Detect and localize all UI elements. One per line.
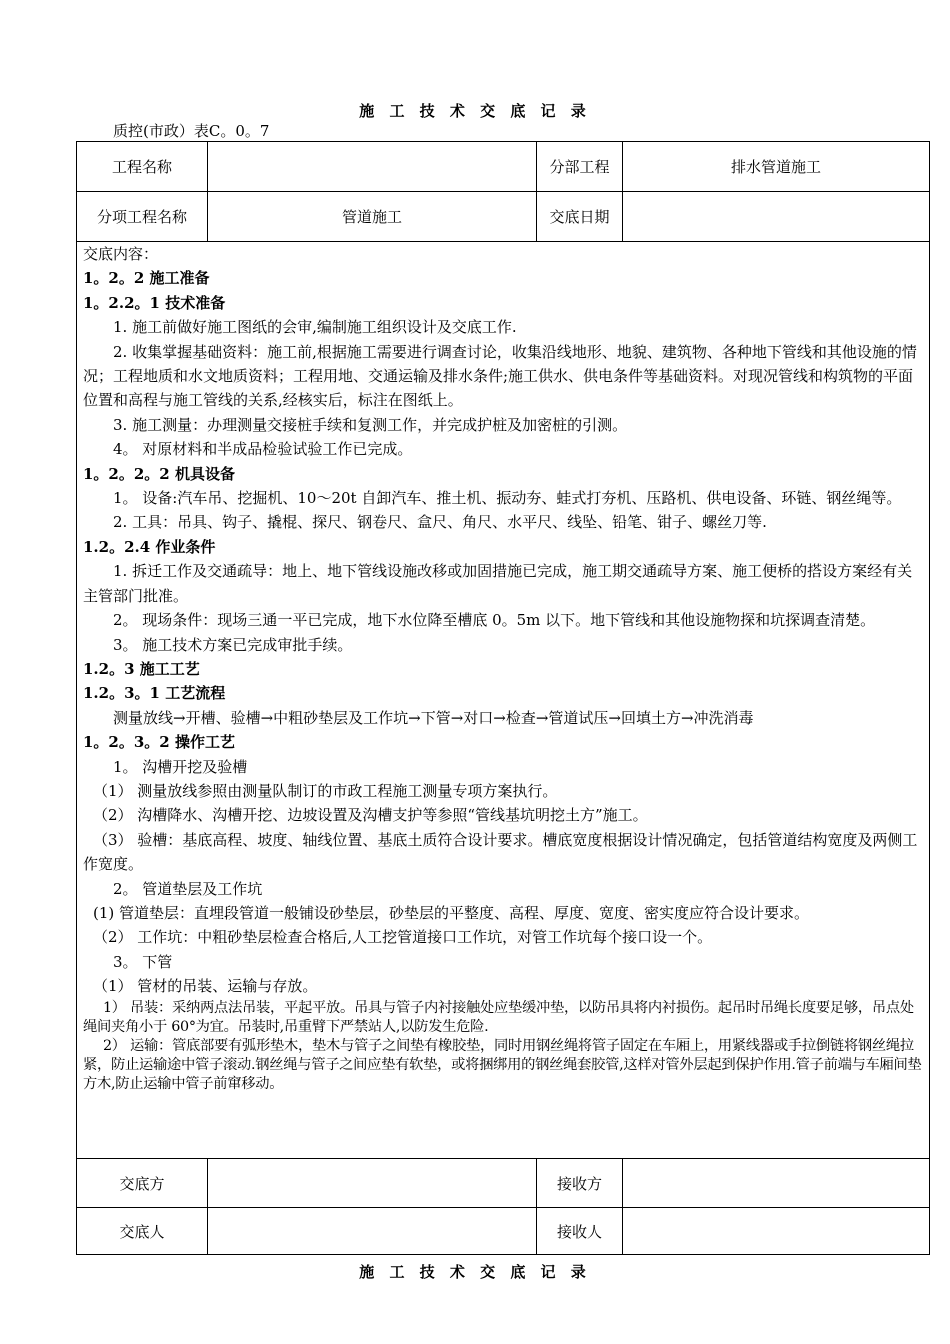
section-heading: 1。2。2。2 机具设备 <box>83 464 235 483</box>
content-paragraph: 1。 设备:汽车吊、挖掘机、10～20t 自卸汽车、推土机、振动夯、蛙式打夯机、压路机、供电设备、环链、钢丝绳等。 <box>113 489 902 508</box>
handover-person-value <box>208 1208 537 1254</box>
content-paragraph: （2） 沟槽降水、沟槽开挖、边坡设置及沟槽支护等参照“管线基坑明挖土方”施工。 <box>93 806 648 825</box>
content-paragraph: 3。 施工技术方案已完成审批手续。 <box>113 635 353 654</box>
section-heading: 1。2。2 施工准备 <box>83 269 210 288</box>
content-paragraph: 3。 下管 <box>113 952 173 971</box>
section-heading: 1。2.2。1 技术准备 <box>83 293 226 312</box>
handover-record-table <box>76 141 930 1255</box>
content-paragraph: 测量放线→开槽、验槽→中粗砂垫层及工作坑→下管→对口→检查→管道试压→回填土方→冲洗消毒 <box>113 708 754 727</box>
receiver-party-value <box>623 1159 929 1207</box>
content-paragraph: 2） 运输：管底部要有弧形垫木，垫木与管子之间垫有橡胶垫，同时用钢丝绳将管子固定在车厢上，用紧线器或手拉倒链将钢丝绳拉紧，防止运输途中管子滚动.钢丝绳与管子之间应垫有软垫，或将捆绑用的钢丝绳套胶管,这样对管外层起到保护作用.管子前端与车厢间垫方木,防止运输中管子前窜移动。 <box>83 1037 922 1092</box>
sign-row-person <box>77 1208 929 1254</box>
info-row-subitem <box>77 192 929 242</box>
division-value: 排水管道施工 <box>730 158 821 176</box>
section-heading: 1.2。3。1 工艺流程 <box>83 684 226 703</box>
content-paragraph: 2. 收集掌握基础资料：施工前,根据施工需要进行调查讨论，收集沿线地形、地貌、建筑物、各种地下管线和其他设施的情况；工程地质和水文地质资料；工程用地、交通运输及排水条件;施工供水、供电条件等基础资料。对现况管线和构筑物的平面位置和高程与施工管线的关系,经核实后，标注在图纸上。 <box>83 342 917 410</box>
page-title: 施 工 技 术 交 底 记 录 <box>359 102 591 120</box>
content-paragraph: 3. 施工测量：办理测量交接桩手续和复测工作，并完成护桩及加密桩的引测。 <box>113 415 628 434</box>
content-paragraph: （2） 工作坑：中粗砂垫层检查合格后,人工挖管道接口工作坑，对管工作坑每个接口设一个。 <box>93 928 713 947</box>
section-heading: 1.2。2.4 作业条件 <box>83 537 216 556</box>
sign-row-party <box>77 1159 929 1208</box>
content-paragraph: (1) 管道垫层：直埋段管道一般铺设砂垫层，砂垫层的平整度、高程、厚度、宽度、密实度应符合设计要求。 <box>93 903 810 922</box>
footer-title: 施 工 技 术 交 底 记 录 <box>359 1263 591 1281</box>
sub-item-label: 分项工程名称 <box>77 192 208 241</box>
project-name-label: 工程名称 <box>77 142 208 191</box>
date-value <box>623 192 929 241</box>
content-paragraph: （3） 验槽：基底高程、坡度、轴线位置、基底土质符合设计要求。槽底宽度根据设计情况确定，包括管道结构宽度及两侧工作宽度。 <box>83 830 918 874</box>
content-paragraph: （1） 管材的吊装、运输与存放。 <box>93 977 318 996</box>
content-paragraph: 交底内容： <box>83 245 159 263</box>
content-paragraph: 2。 现场条件：现场三通一平已完成，地下水位降至槽底 0。5m 以下。地下管线和其他设施物探和坑探调查清楚。 <box>113 611 876 630</box>
division-label: 分部工程 <box>537 142 623 191</box>
info-row-project <box>77 142 929 192</box>
handover-party-label: 交底方 <box>77 1159 208 1207</box>
project-name-value <box>208 142 537 191</box>
content-paragraph: 2。 管道垫层及工作坑 <box>113 879 263 898</box>
content-paragraph: 1. 施工前做好施工图纸的会审,编制施工组织设计及交底工作. <box>113 318 517 337</box>
receiver-party-label: 接收方 <box>537 1159 623 1207</box>
receiver-person-label: 接收人 <box>537 1208 623 1254</box>
content-paragraph: 1。 沟槽开挖及验槽 <box>113 757 248 776</box>
section-heading: 1.2。3 施工工艺 <box>83 659 200 678</box>
content-paragraph: 2. 工具：吊具、钩子、撬棍、探尺、钢卷尺、盒尺、角尺、水平尺、线坠、铅笔、钳子、螺丝刀等. <box>113 513 767 532</box>
content-paragraph: 4。 对原材料和半成品检验试验工作已完成。 <box>113 440 413 459</box>
content-paragraph: 1） 吊装：采纳两点法吊装，平起平放。吊具与管子内衬接触处应垫缓冲垫，以防吊具将内衬损伤。起吊时吊绳长度要足够，吊点处绳间夹角小于 60°为宜。吊装时,吊重臂下严禁站人,以防发生危险. <box>83 999 914 1035</box>
form-code: 质控(市政）表C。0。7 <box>113 122 270 140</box>
handover-party-value <box>208 1159 537 1207</box>
content-paragraph: 1. 拆迁工作及交通疏导：地上、地下管线设施改移或加固措施已完成，施工期交通疏导方案、施工便桥的搭设方案经有关主管部门批准。 <box>83 562 913 605</box>
date-label: 交底日期 <box>537 192 623 241</box>
section-heading: 1。2。3。2 操作工艺 <box>83 733 235 752</box>
sub-item-value: 管道施工 <box>208 192 537 241</box>
handover-person-label: 交底人 <box>77 1208 208 1254</box>
receiver-person-value <box>623 1208 929 1254</box>
content-paragraph: （1） 测量放线参照由测量队制订的市政工程施工测量专项方案执行。 <box>93 781 558 800</box>
handover-content <box>77 242 929 1159</box>
